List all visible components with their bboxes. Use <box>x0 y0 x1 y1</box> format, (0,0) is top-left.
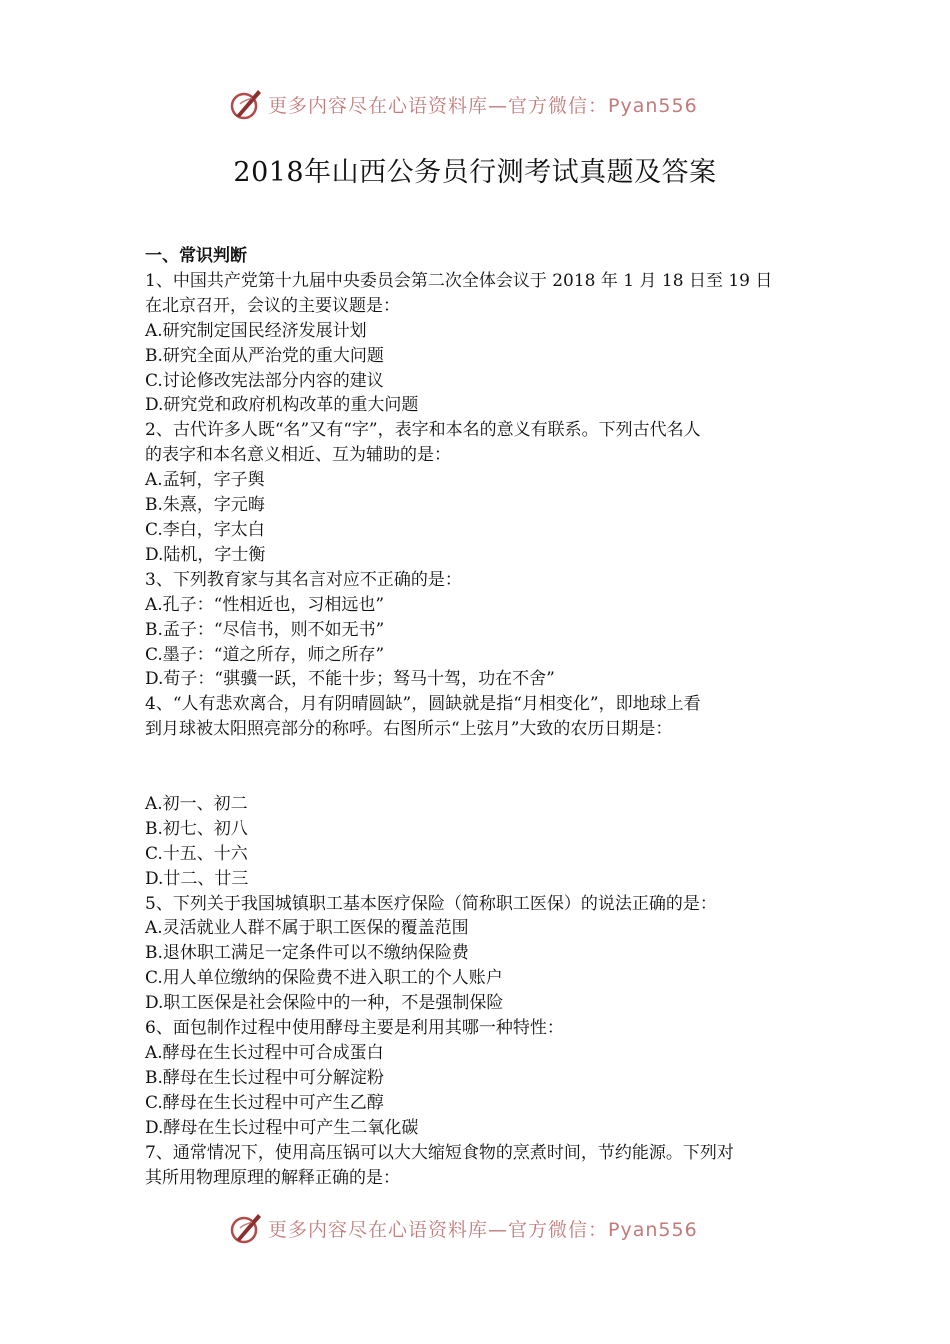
text-line: C.墨子：“道之所存，师之所存” <box>145 644 385 665</box>
text-line: D.廿二、廿三 <box>145 868 249 889</box>
text-line: 在北京召开，会议的主要议题是： <box>145 295 400 316</box>
figure-placeholder-gap <box>145 742 810 792</box>
text-line: B.研究全面从严治党的重大问题 <box>145 345 384 366</box>
watermark-text: 更多内容尽在心语资料库—官方微信：Pyan556 <box>268 94 698 117</box>
text-line: C.十五、十六 <box>145 843 248 864</box>
section-heading: 一、常识判断 <box>145 246 247 266</box>
text-line: D.研究党和政府机构改革的重大问题 <box>145 395 419 416</box>
footer-watermark-banner <box>0 1208 950 1248</box>
question-block-2 <box>145 792 810 1191</box>
watermark-text: 更多内容尽在心语资料库—官方微信：Pyan556 <box>268 1218 698 1241</box>
page-title: 2018年山西公务员行测考试真题及答案 <box>233 157 717 188</box>
text-line: C.酵母在生长过程中可产生乙醇 <box>145 1092 384 1113</box>
quill-logo-icon <box>228 1210 264 1246</box>
text-line: 2、古代许多人既“名”又有“字”，表字和本名的意义有联系。下列古代名人 <box>145 420 701 441</box>
text-line: 4、“人有悲欢离合，月有阴晴圆缺”，圆缺就是指“月相变化”，即地球上看 <box>145 694 701 715</box>
text-line: A.孔子：“性相近也，习相远也” <box>145 594 385 615</box>
text-line: D.荀子：“骐骥一跃，不能十步；驽马十驾，功在不舍” <box>145 669 555 690</box>
text-line: A.酵母在生长过程中可合成蛋白 <box>145 1042 384 1063</box>
document-body <box>145 244 810 1190</box>
text-line: 5、下列关于我国城镇职工基本医疗保险（简称职工医保）的说法正确的是： <box>145 893 717 914</box>
text-line: C.讨论修改宪法部分内容的建议 <box>145 370 384 391</box>
text-line: A.孟轲，字子舆 <box>145 470 265 491</box>
text-line: 6、面包制作过程中使用酵母主要是利用其哪一种特性： <box>145 1018 564 1039</box>
text-line: B.初七、初八 <box>145 818 248 839</box>
text-line: A.初一、初二 <box>145 793 248 814</box>
text-line: 7、通常情况下，使用高压锅可以大大缩短食物的烹煮时间，节约能源。下列对 <box>145 1142 734 1163</box>
text-line: 其所用物理原理的解释正确的是： <box>145 1167 400 1188</box>
header-watermark-banner <box>0 84 950 124</box>
question-block-1 <box>145 269 810 742</box>
text-line: A.灵活就业人群不属于职工医保的覆盖范围 <box>145 918 469 939</box>
text-line: B.朱熹，字元晦 <box>145 495 265 516</box>
text-line: D.酵母在生长过程中可产生二氧化碳 <box>145 1117 419 1138</box>
text-line: 3、下列教育家与其名言对应不正确的是： <box>145 569 462 590</box>
text-line: 到月球被太阳照亮部分的称呼。右图所示“上弦月”大致的农历日期是： <box>145 719 673 740</box>
text-line: B.酵母在生长过程中可分解淀粉 <box>145 1067 384 1088</box>
text-line: B.退休职工满足一定条件可以不缴纳保险费 <box>145 943 469 964</box>
text-line: C.李白，字太白 <box>145 519 265 540</box>
quill-logo-icon <box>228 86 264 122</box>
text-line: B.孟子：“尽信书，则不如无书” <box>145 619 385 640</box>
text-line: A.研究制定国民经济发展计划 <box>145 320 367 341</box>
text-line: 1、中国共产党第十九届中央委员会第二次全体会议于 2018 年 1 月 18 日至 19 日 <box>145 270 773 291</box>
text-line: C.用人单位缴纳的保险费不进入职工的个人账户 <box>145 968 503 989</box>
text-line: D.陆机，字士衡 <box>145 544 266 565</box>
text-line: 的表字和本名意义相近、互为辅助的是： <box>145 445 451 466</box>
text-line: D.职工医保是社会保险中的一种，不是强制保险 <box>145 993 504 1014</box>
